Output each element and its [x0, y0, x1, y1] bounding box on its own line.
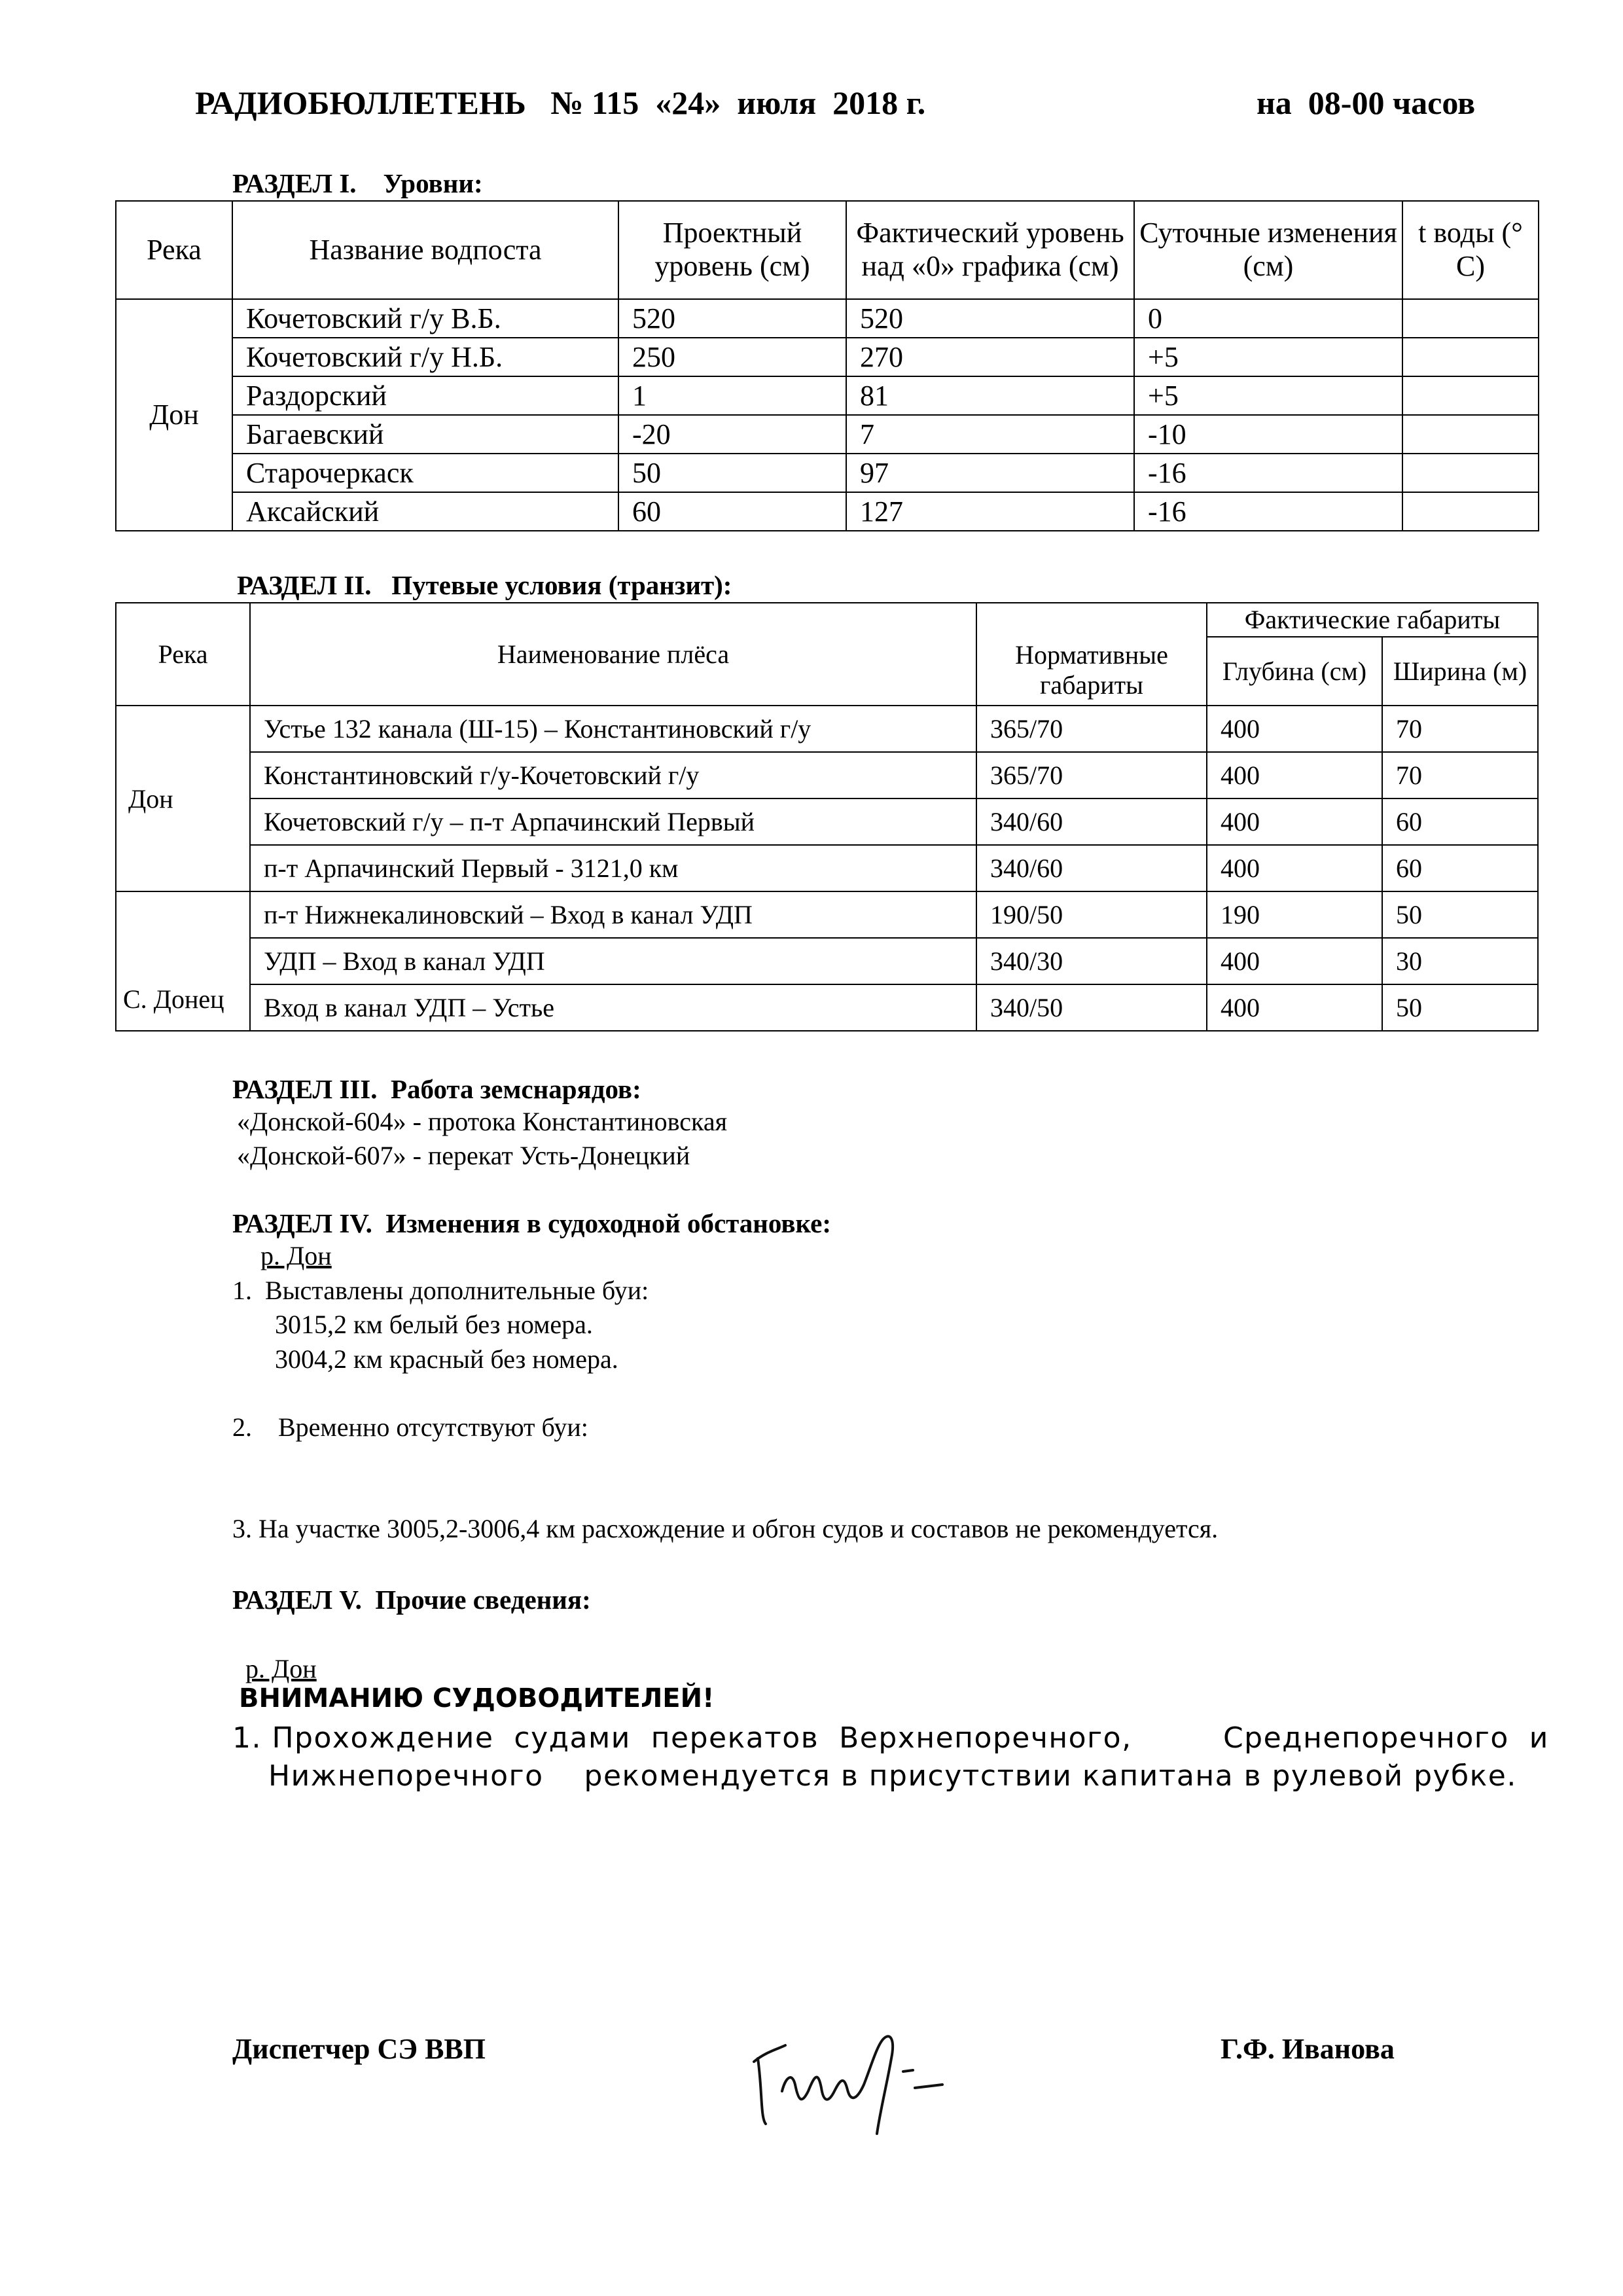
dredger-line: «Донской-607» - перекат Усть-Донецкий [237, 1141, 690, 1170]
bulletin-time: на 08-00 часов [1257, 84, 1476, 121]
actual-level: 270 [846, 338, 1134, 376]
actual-depth: 400 [1207, 798, 1382, 845]
header-depth: Глубина (см) [1207, 637, 1382, 706]
actual-width: 50 [1382, 984, 1538, 1031]
daily-change: -16 [1134, 492, 1402, 531]
station-name: Багаевский [232, 415, 618, 454]
station-name: Кочетовский г/у Н.Б. [232, 338, 618, 376]
notice-line: 1. Прохождение судами перекатов Верхнепоречного, Среднепоречного и [232, 1721, 1549, 1755]
bulletin-title: РАДИОБЮЛЛЕТЕНЬ № 115 «24» июля 2018 г. [195, 84, 926, 121]
actual-width: 60 [1382, 798, 1538, 845]
normative-dims: 190/50 [976, 891, 1207, 938]
river-label: р. Дон [245, 1654, 317, 1683]
station-name: Кочетовский г/у В.Б. [232, 299, 618, 338]
actual-level: 127 [846, 492, 1134, 531]
dispatcher-position: Диспетчер СЭ ВВП [232, 2033, 486, 2065]
header-design-level: Проектный уровень (см) [618, 201, 846, 299]
table-row [116, 338, 1539, 376]
table-row [116, 376, 1539, 415]
actual-depth: 190 [1207, 891, 1382, 938]
reach-name: Вход в канал УДП – Устье [250, 984, 976, 1031]
water-temp [1402, 299, 1539, 338]
table-row [116, 984, 1538, 1031]
section-2-title: РАЗДЕЛ II. Путевые условия (транзит): [237, 570, 732, 600]
transit-header-row [116, 603, 1538, 637]
actual-level: 81 [846, 376, 1134, 415]
station-name: Старочеркаск [232, 454, 618, 492]
river-cell: С. Донец [116, 891, 250, 1031]
section-3-title: РАЗДЕЛ III. Работа земснарядов: [232, 1074, 641, 1104]
normative-dims: 365/70 [976, 706, 1207, 752]
reach-name: Кочетовский г/у – п-т Арпачинский Первый [250, 798, 976, 845]
header-river: Река [116, 201, 232, 299]
table-row [116, 415, 1539, 454]
header-water-temp: t воды (° С) [1402, 201, 1539, 299]
actual-level: 97 [846, 454, 1134, 492]
notice-item-1: 1. Выставлены дополнительные буи: [232, 1276, 649, 1305]
normative-dims: 340/60 [976, 798, 1207, 845]
design-level: 250 [618, 338, 846, 376]
dredger-line: «Донской-604» - протока Константиновская [237, 1107, 727, 1136]
daily-change: -10 [1134, 415, 1402, 454]
table-row [116, 706, 1538, 752]
header-reach: Наименование плёса [250, 603, 976, 706]
actual-width: 70 [1382, 706, 1538, 752]
reach-name: п-т Арпачинский Первый - 3121,0 км [250, 845, 976, 891]
actual-depth: 400 [1207, 845, 1382, 891]
actual-width: 60 [1382, 845, 1538, 891]
river-label: р. Дон [260, 1241, 332, 1270]
normative-dims: 365/70 [976, 752, 1207, 798]
dispatcher-name: Г.Ф. Иванова [1221, 2033, 1395, 2065]
header-river: Река [116, 603, 250, 706]
design-level: -20 [618, 415, 846, 454]
normative-dims: 340/50 [976, 984, 1207, 1031]
actual-depth: 400 [1207, 938, 1382, 984]
section-5-title: РАЗДЕЛ V. Прочие сведения: [232, 1585, 591, 1615]
header-station: Название водпоста [232, 201, 618, 299]
water-temp [1402, 492, 1539, 531]
actual-depth: 400 [1207, 984, 1382, 1031]
transit-table [115, 602, 1539, 1031]
section-1-title: РАЗДЕЛ I. Уровни: [232, 168, 483, 198]
table-row [116, 798, 1538, 845]
header-normative: Нормативные габариты [976, 603, 1207, 706]
table-row [116, 299, 1539, 338]
header-actual-dimensions: Фактические габариты [1207, 603, 1538, 637]
actual-width: 30 [1382, 938, 1538, 984]
reach-name: п-т Нижнекалиновский – Вход в канал УДП [250, 891, 976, 938]
header-width: Ширина (м) [1382, 637, 1538, 706]
reach-name: Константиновский г/у-Кочетовский г/у [250, 752, 976, 798]
normative-dims: 340/30 [976, 938, 1207, 984]
table-row [116, 752, 1538, 798]
water-temp [1402, 376, 1539, 415]
station-name: Аксайский [232, 492, 618, 531]
water-temp [1402, 454, 1539, 492]
design-level: 520 [618, 299, 846, 338]
design-level: 1 [618, 376, 846, 415]
header-actual-level: Фактический уровень над «0» графика (см) [846, 201, 1134, 299]
water-temp [1402, 338, 1539, 376]
daily-change: +5 [1134, 338, 1402, 376]
design-level: 60 [618, 492, 846, 531]
table-row [116, 938, 1538, 984]
actual-width: 70 [1382, 752, 1538, 798]
actual-level: 7 [846, 415, 1134, 454]
buoy-line: 3004,2 км красный без номера. [275, 1344, 618, 1374]
attention-heading: ВНИМАНИЮ СУДОВОДИТЕЛЕЙ! [239, 1683, 715, 1713]
header-daily-change: Суточные изменения (см) [1134, 201, 1402, 299]
actual-depth: 400 [1207, 752, 1382, 798]
reach-name: Устье 132 канала (Ш-15) – Константиновский г/у [250, 706, 976, 752]
table-row [116, 891, 1538, 938]
river-cell: Дон [116, 299, 232, 531]
daily-change: -16 [1134, 454, 1402, 492]
signature-image [746, 2019, 995, 2137]
actual-depth: 400 [1207, 706, 1382, 752]
river-cell: Дон [116, 706, 250, 891]
station-name: Раздорский [232, 376, 618, 415]
notice-line: Нижнепоречного рекомендуется в присутствии капитана в рулевой рубке. [268, 1759, 1517, 1793]
water-temp [1402, 415, 1539, 454]
notice-item-3: 3. На участке 3005,2-3006,4 км расхождение и обгон судов и составов не рекомендуется. [232, 1514, 1219, 1543]
buoy-line: 3015,2 км белый без номера. [275, 1310, 593, 1339]
daily-change: +5 [1134, 376, 1402, 415]
levels-table [115, 200, 1539, 531]
daily-change: 0 [1134, 299, 1402, 338]
table-row [116, 845, 1538, 891]
levels-header-row [116, 201, 1539, 299]
normative-dims: 340/60 [976, 845, 1207, 891]
section-4-title: РАЗДЕЛ IV. Изменения в судоходной обстановке: [232, 1208, 831, 1238]
actual-level: 520 [846, 299, 1134, 338]
design-level: 50 [618, 454, 846, 492]
table-row [116, 492, 1539, 531]
actual-width: 50 [1382, 891, 1538, 938]
reach-name: УДП – Вход в канал УДП [250, 938, 976, 984]
table-row [116, 454, 1539, 492]
notice-item-2: 2. Временно отсутствуют буи: [232, 1412, 588, 1442]
